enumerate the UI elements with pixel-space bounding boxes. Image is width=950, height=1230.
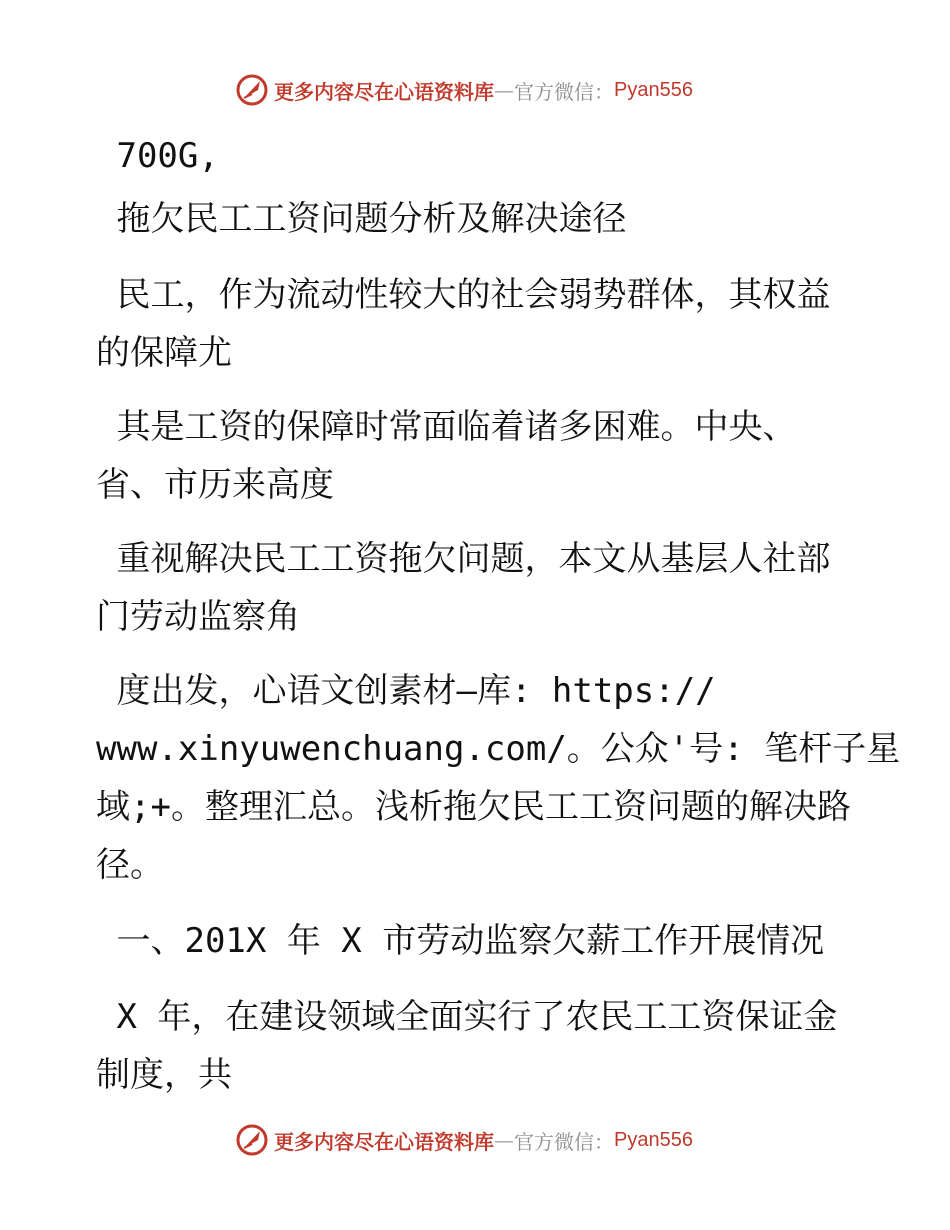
text-line: 径。	[96, 845, 164, 885]
banner-wechat-id: Pyan556	[614, 1128, 693, 1151]
text-line: 民工，作为流动性较大的社会弱势群体，其权益	[96, 275, 831, 315]
paragraph-6	[96, 662, 901, 894]
paragraph-1	[96, 127, 856, 185]
banner-brand: 更多内容尽在心语资料库	[274, 79, 494, 104]
text-line: 域;+。整理汇总。浅析拖欠民工工资问题的解决路	[96, 787, 851, 827]
banner-dash: —	[494, 1128, 514, 1152]
paragraph-8	[96, 988, 856, 1104]
paragraph-3	[96, 266, 856, 382]
text-line: 重视解决民工工资拖欠问题，本文从基层人社部	[96, 539, 831, 579]
quill-logo-icon	[234, 72, 270, 108]
paragraph-2	[96, 190, 856, 248]
paragraph-5	[96, 530, 856, 646]
text-line: 一、201X 年 X 市劳动监察欠薪工作开展情况	[96, 921, 825, 961]
header-banner	[234, 70, 693, 110]
quill-logo-icon	[234, 1122, 270, 1158]
text-line: www.xinyuwenchuang.com/。公众'号: 笔杆子星	[96, 729, 901, 769]
text-line: 其是工资的保障时常面临着诸多困难。中央、	[96, 407, 797, 447]
paragraph-7	[96, 912, 856, 970]
text-line: 700G,	[96, 136, 219, 176]
text-line: 门劳动监察角	[96, 597, 300, 637]
banner-dash: —	[494, 78, 514, 102]
paragraph-4	[96, 398, 856, 514]
text-line: 的保障尤	[96, 333, 232, 373]
text-line: 制度，共	[96, 1055, 232, 1095]
banner-brand: 更多内容尽在心语资料库	[274, 1129, 494, 1154]
banner-wechat-id: Pyan556	[614, 78, 693, 101]
footer-banner	[234, 1120, 693, 1160]
text-line: 省、市历来高度	[96, 465, 334, 505]
banner-wechat-label: 官方微信：	[514, 1129, 614, 1154]
text-line: 度出发，心语文创素材—库: https://	[96, 671, 716, 711]
text-line: 拖欠民工工资问题分析及解决途径	[96, 199, 627, 239]
banner-wechat-label: 官方微信：	[514, 79, 614, 104]
text-line: X 年，在建设领域全面实行了农民工工资保证金	[96, 997, 838, 1037]
